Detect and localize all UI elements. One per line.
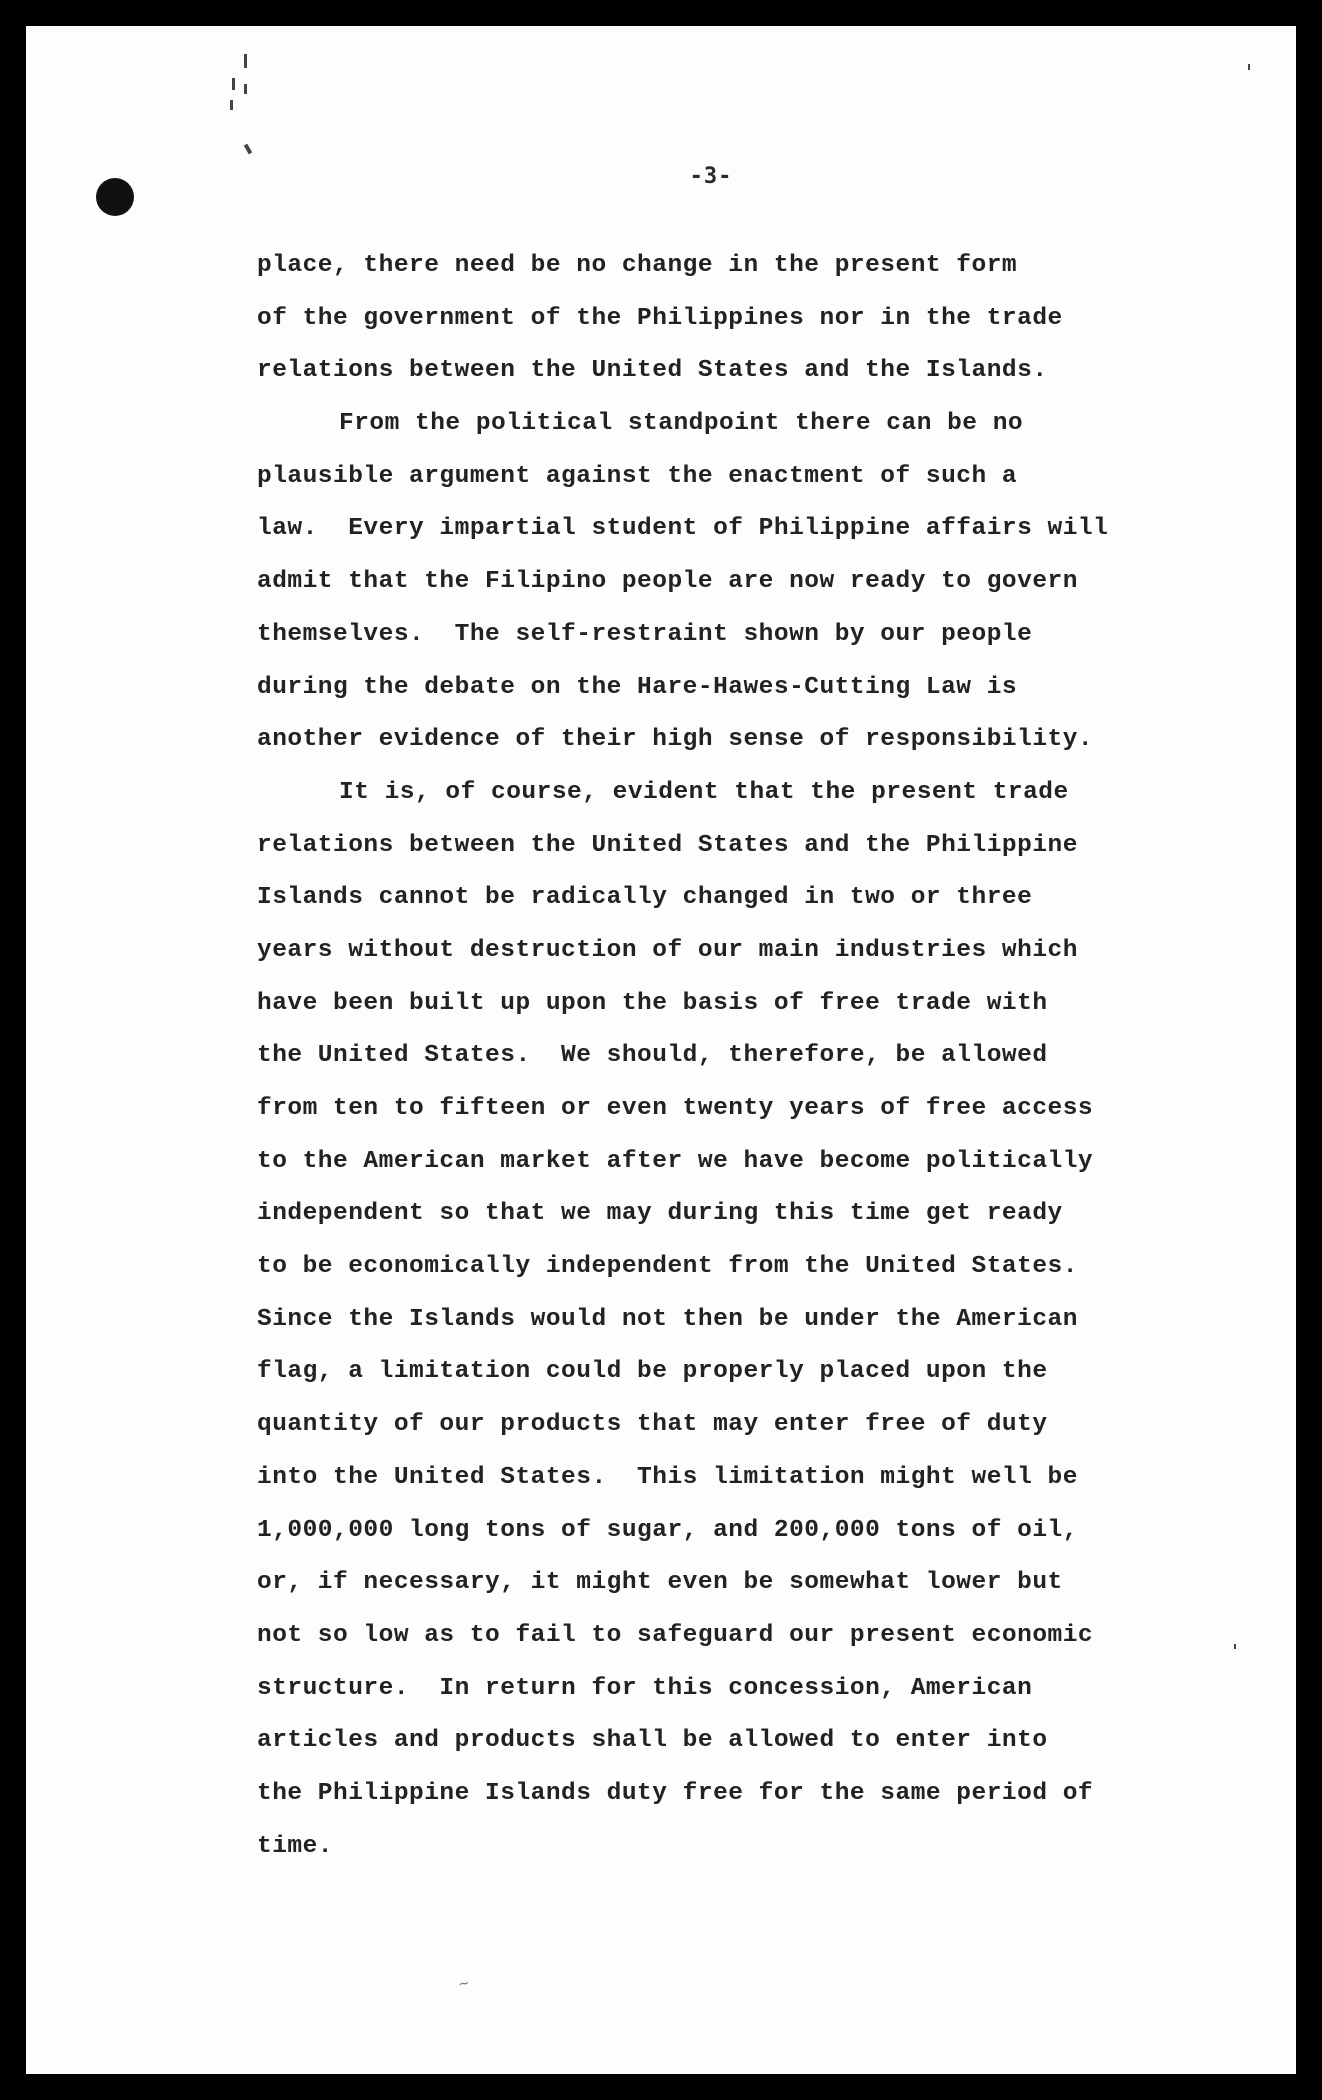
text-line: law. Every impartial student of Philippine affairs will [257, 515, 1109, 543]
text-line: not so low as to fail to safeguard our present economic [257, 1621, 1094, 1649]
text-line: relations between the United States and the Islands. [257, 357, 1048, 385]
text-line: from ten to fifteen or even twenty years of free access [257, 1095, 1094, 1122]
text-line: the Philippine Islands duty free for the same period of [257, 1779, 1094, 1807]
text-line: place, there need be no change in the present form [257, 252, 1018, 279]
text-line: into the United States. This limitation might well be [257, 1463, 1078, 1491]
pen-mark: ~ [456, 1974, 472, 1994]
text-line: the United States. We should, therefore, be allowed [257, 1042, 1048, 1070]
text-line: flag, a limitation could be properly placed upon the [257, 1358, 1048, 1386]
ink-speck [244, 54, 247, 68]
text-line: It is, of course, evident that the present trade [339, 778, 1069, 806]
text-line: Islands cannot be radically changed in two or three [257, 884, 1033, 912]
ink-speck [232, 78, 235, 90]
ink-speck [230, 100, 233, 110]
ink-speck [1248, 64, 1250, 70]
text-line: relations between the United States and the Philippine [257, 831, 1078, 859]
body-text [257, 240, 1157, 1873]
text-line: admit that the Filipino people are now ready to govern [257, 568, 1078, 596]
ink-speck [244, 84, 247, 94]
text-line: to be economically independent from the United States. [257, 1253, 1078, 1281]
ink-speck [244, 144, 252, 155]
text-line: during the debate on the Hare-Hawes-Cutting Law is [257, 673, 1018, 701]
text-line: years without destruction of our main industries which [257, 936, 1078, 964]
ink-speck [1234, 1644, 1236, 1649]
document-page [26, 26, 1296, 2074]
page-number: -3- [689, 164, 733, 189]
text-line: have been built up upon the basis of free trade with [257, 989, 1048, 1017]
text-line: another evidence of their high sense of responsibility. [257, 726, 1094, 754]
text-line: themselves. The self-restraint shown by our people [257, 620, 1033, 648]
text-line: Since the Islands would not then be under the American [257, 1305, 1078, 1333]
text-line: or, if necessary, it might even be somewhat lower but [257, 1569, 1063, 1597]
text-line: structure. In return for this concession, American [257, 1674, 1033, 1702]
text-line: plausible argument against the enactment of such a [257, 462, 1018, 490]
text-line: to the American market after we have become politically [257, 1147, 1094, 1175]
text-line: time. [257, 1832, 334, 1860]
text-line: From the political standpoint there can be no [339, 410, 1024, 438]
text-line: independent so that we may during this time get ready [257, 1200, 1063, 1228]
text-line: quantity of our products that may enter free of duty [257, 1411, 1048, 1439]
text-line: of the government of the Philippines nor in the trade [257, 304, 1063, 332]
text-line: 1,000,000 long tons of sugar, and 200,000 tons of oil, [257, 1516, 1078, 1544]
text-line: articles and products shall be allowed to enter into [257, 1727, 1048, 1755]
